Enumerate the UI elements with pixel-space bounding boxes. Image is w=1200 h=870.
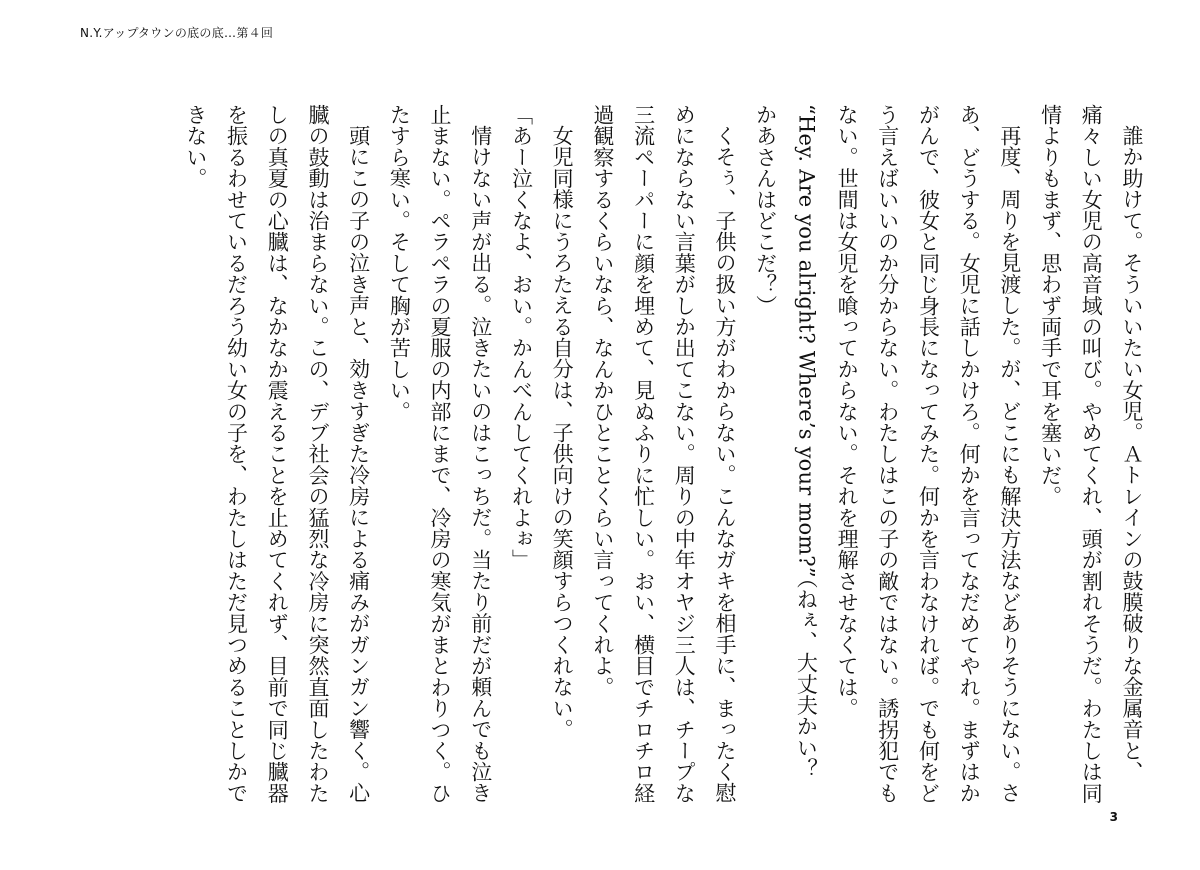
vertical-body-text [72,104,1152,804]
running-title: N.Y.アップタウンの底の底…第４回 [80,26,274,40]
paragraph: 誰か助けて。そういいたい女児。Ａトレインの鼓膜破りな金属音と、痛々しい女児の高音域の叫び。やめてくれ、頭が割れそうだ。わたしは同情よりもまず、思わず両手で耳を塞いだ。 [1038,104,1144,804]
paragraph: 「あー泣くなよ、おい。かんべんしてくれよぉ」 [509,104,534,571]
paragraph: くそぅ、子供の扱い方がわからない。こんなガキを相手に、まったく慰めにならない言葉がしか出てこない。周りの中年オヤジ三人は、チープな三流ペーパーに顔を埋めて、見ぬふりに忙しい。おい、横目でチロチロ経過観察するくらいなら、なんかひとことくらい言ってくれよ。 [590,104,737,804]
paragraph: “Hey. Are you alright? Where’s your mom?”（ねぇ、大丈夫かい？ かあさんはどこだ？） [753,104,819,801]
paragraph: 再度、周りを見渡した。が、どこにも解決方法などありそうにない。さあ、どうする。女児に話しかけろ。何かを言ってなだめてやれ。まずはかがんで、彼女と同じ身長になってみた。何かを言わなければ。でも何をどう言えばいいのか分からない。わたしはこの子の敵ではない。誘拐犯でもない。世間は女児を喰ってからない。それを理解させなくては。 [835,104,1022,804]
page-number: 3 [1109,810,1118,824]
paragraph: 女児同様にうろたえる自分は、子供向けの笑顔すらつくれない。 [550,125,575,740]
paragraph: 頭にこの子の泣き声と、効きすぎた冷房による痛みがガンガン響く。心臓の鼓動は治まらない。この、デブ社会の猛烈な冷房に突然直面したわたしの真夏の心臓は、なかなか震えることを止めてくれず、目前で同じ臓器を振るわせているだろう幼い女の子を、わたしはただ見つめることしかできない。 [183,104,371,804]
paragraph: 情けない声が出る。泣きたいのはこっちだ。当たり前だが頼んでも泣き止まない。ペラペラの夏服の内部にまで、冷房の寒気がまとわりつく。ひたすら寒い。そして胸が苦しい。 [387,104,493,804]
